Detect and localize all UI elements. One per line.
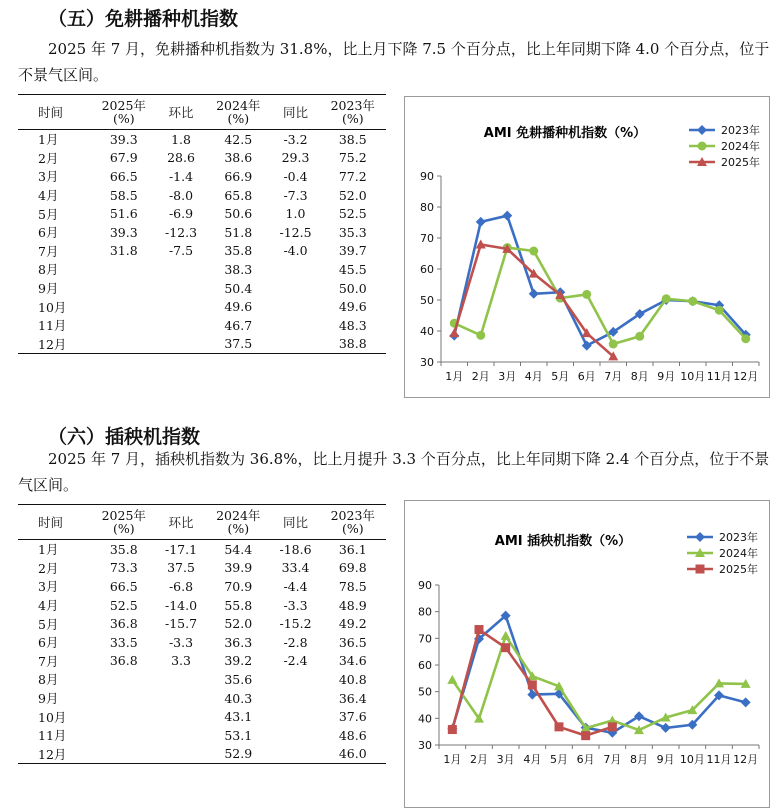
value-cell: 35.6 bbox=[224, 671, 253, 687]
value-cell: 48.9 bbox=[338, 597, 367, 613]
value-cell: 35.3 bbox=[338, 224, 367, 240]
table-row bbox=[18, 130, 386, 149]
value-cell: -15.7 bbox=[164, 616, 198, 632]
x-tick-label: 12月 bbox=[733, 753, 759, 766]
value-cell: 52.0 bbox=[224, 616, 253, 632]
y-tick-label: 30 bbox=[418, 739, 432, 752]
value-cell: -12.5 bbox=[279, 224, 312, 240]
value-cell: 66.9 bbox=[224, 168, 253, 184]
month-cell: 2月 bbox=[38, 560, 59, 576]
y-tick-label: 80 bbox=[420, 201, 434, 214]
value-cell bbox=[271, 335, 319, 354]
value-cell: 50.0 bbox=[338, 280, 367, 296]
value-cell bbox=[91, 726, 157, 745]
x-tick-label: 11月 bbox=[706, 370, 732, 383]
month-cell: 2月 bbox=[38, 150, 59, 166]
value-cell: 49.6 bbox=[224, 299, 253, 315]
value-cell bbox=[271, 745, 319, 764]
value-cell bbox=[271, 707, 319, 726]
data-point bbox=[688, 297, 697, 306]
data-point bbox=[501, 643, 510, 652]
y-tick-label: 90 bbox=[418, 579, 432, 592]
table-row bbox=[18, 596, 386, 615]
x-tick-label: 5月 bbox=[550, 753, 568, 766]
value-cell: 36.4 bbox=[338, 690, 367, 706]
data-point bbox=[555, 722, 564, 731]
month-cell: 1月 bbox=[38, 132, 59, 148]
value-cell: 48.3 bbox=[338, 317, 367, 333]
column-header: 时间 bbox=[18, 505, 91, 540]
value-cell: -7.3 bbox=[283, 187, 308, 203]
month-cell: 12月 bbox=[18, 745, 91, 764]
month-cell: 10月 bbox=[38, 709, 67, 725]
series-line bbox=[452, 616, 745, 733]
column-header: 时间 bbox=[18, 95, 91, 130]
value-cell: 3.3 bbox=[171, 653, 191, 669]
value-cell: 36.3 bbox=[224, 634, 253, 650]
data-point bbox=[501, 631, 511, 640]
data-point bbox=[447, 675, 457, 684]
value-cell: 70.9 bbox=[224, 578, 253, 594]
legend-marker bbox=[697, 125, 707, 135]
value-cell: -12.3 bbox=[164, 224, 198, 240]
value-cell: 73.3 bbox=[109, 560, 138, 576]
month-cell: 4月 bbox=[38, 188, 59, 204]
value-cell: 52.0 bbox=[338, 187, 367, 203]
value-cell: 67.9 bbox=[109, 150, 138, 166]
x-tick-label: 5月 bbox=[551, 370, 570, 383]
value-cell: -2.8 bbox=[283, 634, 308, 650]
value-cell: 75.2 bbox=[338, 150, 367, 166]
table-row bbox=[18, 633, 386, 652]
table-row bbox=[18, 652, 386, 671]
value-cell: 51.6 bbox=[109, 206, 138, 222]
month-cell: 11月 bbox=[38, 318, 67, 334]
line-chart bbox=[405, 501, 769, 807]
value-cell: 52.9 bbox=[205, 745, 271, 764]
value-cell bbox=[157, 726, 205, 745]
y-tick-label: 50 bbox=[420, 294, 434, 307]
value-cell bbox=[271, 689, 319, 708]
table-row bbox=[18, 726, 386, 745]
month-cell: 8月 bbox=[38, 262, 59, 278]
table-row bbox=[18, 223, 386, 242]
column-header: 2025年 (%) bbox=[91, 505, 157, 540]
data-point bbox=[661, 723, 671, 733]
value-cell bbox=[271, 297, 319, 316]
x-tick-label: 2月 bbox=[471, 370, 490, 383]
section-heading: （五）免耕播种机指数 bbox=[48, 8, 239, 30]
value-cell: -17.1 bbox=[164, 541, 198, 557]
table-row bbox=[18, 204, 386, 223]
x-tick-label: 6月 bbox=[577, 370, 596, 383]
value-cell: -0.4 bbox=[283, 168, 308, 184]
legend-label: 2025年 bbox=[719, 563, 758, 576]
value-cell: 37.6 bbox=[338, 709, 367, 725]
month-cell: 7月 bbox=[38, 243, 59, 259]
data-point bbox=[476, 331, 485, 340]
data-point bbox=[582, 341, 592, 351]
legend-label: 2023年 bbox=[719, 531, 758, 544]
x-tick-label: 4月 bbox=[524, 370, 543, 383]
chart-title: AMI 插秧机指数（%） bbox=[494, 534, 632, 549]
data-table bbox=[18, 504, 386, 764]
value-cell: 39.9 bbox=[224, 560, 253, 576]
data-point bbox=[529, 289, 539, 299]
table-row bbox=[18, 297, 386, 316]
x-tick-label: 10月 bbox=[680, 370, 706, 383]
x-tick-label: 3月 bbox=[496, 753, 515, 766]
x-tick-label: 9月 bbox=[657, 370, 676, 383]
value-cell: 35.8 bbox=[109, 541, 138, 557]
value-cell: 39.7 bbox=[338, 243, 367, 259]
table-row bbox=[18, 670, 386, 689]
data-point bbox=[635, 332, 644, 341]
value-cell: 40.3 bbox=[224, 690, 253, 706]
column-header: 环比 bbox=[157, 95, 205, 130]
legend-label: 2024年 bbox=[719, 547, 758, 560]
data-point bbox=[581, 731, 590, 740]
y-tick-label: 30 bbox=[420, 356, 434, 369]
value-cell bbox=[271, 316, 319, 335]
column-header: 环比 bbox=[157, 505, 205, 540]
table-row bbox=[18, 614, 386, 633]
x-tick-label: 6月 bbox=[576, 753, 595, 766]
value-cell: 50.4 bbox=[224, 280, 253, 296]
value-cell: 65.8 bbox=[224, 187, 253, 203]
value-cell: 1.8 bbox=[171, 131, 191, 147]
value-cell bbox=[91, 707, 157, 726]
data-point bbox=[475, 625, 484, 634]
value-cell: 48.6 bbox=[338, 727, 367, 743]
table-row bbox=[18, 149, 386, 168]
value-cell: 39.3 bbox=[109, 131, 138, 147]
y-tick-label: 70 bbox=[420, 232, 434, 245]
column-header: 2023年 (%) bbox=[320, 505, 386, 540]
y-tick-label: 60 bbox=[420, 263, 434, 276]
x-tick-label: 7月 bbox=[604, 370, 623, 383]
value-cell: -2.4 bbox=[283, 653, 308, 669]
value-cell: 36.1 bbox=[338, 541, 367, 557]
value-cell bbox=[91, 670, 157, 689]
value-cell: 1.0 bbox=[285, 206, 306, 222]
data-point bbox=[741, 334, 750, 343]
month-cell: 7月 bbox=[38, 653, 59, 669]
value-cell: 38.3 bbox=[224, 261, 253, 277]
x-tick-label: 12月 bbox=[733, 370, 759, 383]
legend-marker bbox=[696, 565, 705, 574]
value-cell bbox=[157, 279, 205, 298]
value-cell: 69.8 bbox=[338, 560, 367, 576]
value-cell: 38.6 bbox=[224, 150, 253, 166]
month-cell: 10月 bbox=[38, 299, 67, 315]
value-cell: -15.2 bbox=[279, 616, 312, 632]
x-tick-label: 3月 bbox=[498, 370, 517, 383]
x-tick-label: 2月 bbox=[470, 753, 488, 766]
x-tick-label: 4月 bbox=[523, 753, 542, 766]
y-tick-label: 60 bbox=[418, 659, 432, 672]
x-tick-label: 8月 bbox=[630, 370, 649, 383]
table-row bbox=[18, 242, 386, 261]
chart-container bbox=[404, 96, 770, 398]
table-row bbox=[18, 689, 386, 708]
table-row bbox=[18, 540, 386, 559]
y-tick-label: 50 bbox=[418, 685, 432, 699]
value-cell: 37.5 bbox=[167, 560, 195, 576]
table-row bbox=[18, 167, 386, 186]
table-header-row bbox=[18, 505, 386, 540]
table-row bbox=[18, 186, 386, 205]
value-cell: 52.5 bbox=[109, 597, 138, 613]
y-tick-label: 90 bbox=[420, 170, 434, 183]
value-cell: -3.3 bbox=[283, 597, 308, 613]
value-cell: 36.5 bbox=[338, 634, 367, 650]
value-cell: 31.8 bbox=[109, 243, 138, 259]
value-cell: 78.5 bbox=[338, 578, 367, 594]
x-tick-label: 1月 bbox=[443, 753, 462, 766]
value-cell: 45.5 bbox=[338, 261, 367, 277]
value-cell: -4.4 bbox=[283, 578, 308, 594]
table-row bbox=[18, 335, 386, 354]
value-cell: 53.1 bbox=[224, 727, 253, 743]
table-row bbox=[18, 260, 386, 279]
value-cell: 77.2 bbox=[338, 168, 367, 184]
value-cell: 54.4 bbox=[224, 541, 253, 557]
section-paragraph: 2025 年 7 月，插秧机指数为 36.8%，比上月提升 3.3 个百分点，比上年同期下降 2.4 个百分点，位于不景气区间。 bbox=[18, 450, 770, 494]
value-cell: -6.9 bbox=[168, 206, 194, 222]
value-cell: -18.6 bbox=[279, 541, 312, 557]
month-cell: 12月 bbox=[18, 335, 91, 354]
month-cell: 5月 bbox=[38, 616, 59, 632]
table-row bbox=[18, 279, 386, 298]
value-cell bbox=[157, 745, 205, 764]
data-table bbox=[18, 94, 386, 354]
table-row bbox=[18, 707, 386, 726]
month-cell: 8月 bbox=[38, 672, 59, 688]
data-point bbox=[528, 681, 537, 690]
value-cell bbox=[157, 689, 205, 708]
column-header: 2024年 (%) bbox=[205, 505, 271, 540]
column-header: 2025年 (%) bbox=[91, 95, 157, 130]
data-point bbox=[741, 697, 751, 707]
value-cell: 38.8 bbox=[320, 335, 386, 354]
value-cell: -7.5 bbox=[168, 243, 194, 259]
x-tick-label: 1月 bbox=[445, 370, 464, 383]
month-cell: 11月 bbox=[38, 728, 67, 744]
value-cell bbox=[91, 297, 157, 316]
month-cell: 3月 bbox=[38, 579, 59, 595]
month-cell: 1月 bbox=[38, 542, 59, 558]
value-cell bbox=[91, 745, 157, 764]
column-header: 同比 bbox=[271, 505, 319, 540]
value-cell: 55.8 bbox=[224, 597, 253, 613]
y-tick-label: 40 bbox=[420, 325, 434, 338]
section-heading: （六）插秧机指数 bbox=[48, 426, 201, 448]
value-cell bbox=[91, 689, 157, 708]
table-row bbox=[18, 316, 386, 335]
month-cell: 3月 bbox=[38, 169, 59, 185]
value-cell: 49.6 bbox=[338, 299, 367, 315]
data-point bbox=[608, 722, 617, 731]
column-header: 2023年 (%) bbox=[320, 95, 386, 130]
value-cell bbox=[157, 707, 205, 726]
value-cell bbox=[157, 297, 205, 316]
value-cell: 58.5 bbox=[109, 187, 138, 203]
value-cell bbox=[91, 335, 157, 354]
value-cell bbox=[157, 670, 205, 689]
value-cell: 66.5 bbox=[109, 578, 138, 594]
data-point bbox=[476, 217, 486, 227]
data-point bbox=[448, 725, 457, 734]
month-cell: 9月 bbox=[38, 691, 59, 707]
x-tick-label: 11月 bbox=[706, 753, 732, 766]
value-cell: -3.3 bbox=[168, 634, 194, 650]
value-cell: 33.4 bbox=[281, 560, 310, 576]
value-cell bbox=[271, 260, 319, 279]
value-cell: 28.6 bbox=[167, 150, 195, 166]
month-cell: 6月 bbox=[38, 225, 59, 241]
month-cell: 9月 bbox=[38, 281, 59, 297]
data-point bbox=[502, 211, 512, 221]
x-tick-label: 9月 bbox=[656, 753, 675, 766]
value-cell: 43.1 bbox=[224, 709, 253, 725]
data-point bbox=[449, 328, 459, 337]
legend-marker bbox=[695, 532, 705, 542]
line-chart bbox=[405, 97, 769, 397]
chart-title: AMI 免耕播种机指数（%） bbox=[483, 126, 647, 141]
column-header: 2024年 (%) bbox=[205, 95, 271, 130]
section-paragraph: 2025 年 7 月，免耕播种机指数为 31.8%，比上月下降 7.5 个百分点，比上年同期下降 4.0 个百分点，位于不景气区间。 bbox=[18, 40, 770, 84]
value-cell: 39.3 bbox=[109, 224, 138, 240]
legend-label: 2023年 bbox=[721, 124, 760, 137]
chart-container bbox=[404, 500, 770, 808]
legend-marker bbox=[698, 142, 707, 151]
data-point bbox=[609, 340, 618, 349]
value-cell: 50.6 bbox=[224, 206, 253, 222]
value-cell: 29.3 bbox=[281, 150, 310, 166]
month-cell: 5月 bbox=[38, 206, 59, 222]
data-point bbox=[662, 294, 671, 303]
value-cell bbox=[91, 316, 157, 335]
data-point bbox=[529, 247, 538, 256]
legend-label: 2025年 bbox=[721, 156, 760, 169]
value-cell: 39.2 bbox=[224, 653, 253, 669]
series-line bbox=[454, 248, 746, 344]
x-tick-label: 10月 bbox=[679, 753, 705, 766]
y-tick-label: 80 bbox=[418, 605, 432, 619]
table-row bbox=[18, 559, 386, 578]
data-point bbox=[582, 290, 591, 299]
value-cell: 51.8 bbox=[224, 224, 253, 240]
column-header: 同比 bbox=[271, 95, 319, 130]
y-tick-label: 70 bbox=[418, 632, 432, 646]
value-cell bbox=[157, 316, 205, 335]
table-row bbox=[18, 577, 386, 596]
y-tick-label: 40 bbox=[418, 712, 432, 726]
value-cell: 46.0 bbox=[320, 745, 386, 764]
value-cell: 34.6 bbox=[338, 653, 367, 669]
value-cell: 35.8 bbox=[224, 243, 253, 259]
value-cell: 49.2 bbox=[338, 616, 367, 632]
value-cell bbox=[271, 670, 319, 689]
value-cell: 37.5 bbox=[205, 335, 271, 354]
value-cell: 36.8 bbox=[109, 616, 138, 632]
value-cell: 33.5 bbox=[109, 634, 138, 650]
value-cell: 36.8 bbox=[109, 653, 138, 669]
data-point bbox=[715, 306, 724, 315]
value-cell bbox=[91, 260, 157, 279]
x-tick-label: 7月 bbox=[603, 753, 622, 766]
value-cell: 46.7 bbox=[224, 317, 253, 333]
value-cell: -3.2 bbox=[283, 131, 308, 147]
value-cell: 52.5 bbox=[338, 206, 367, 222]
value-cell: -4.0 bbox=[283, 243, 308, 259]
value-cell: -8.0 bbox=[168, 187, 194, 203]
month-cell: 4月 bbox=[38, 598, 59, 614]
value-cell: 40.8 bbox=[338, 671, 367, 687]
x-tick-label: 8月 bbox=[630, 753, 648, 766]
value-cell bbox=[157, 260, 205, 279]
value-cell bbox=[91, 279, 157, 298]
table-header-row bbox=[18, 95, 386, 130]
value-cell: 42.5 bbox=[224, 131, 253, 147]
table-row bbox=[18, 745, 386, 764]
value-cell: -14.0 bbox=[164, 597, 198, 613]
value-cell: -6.8 bbox=[168, 578, 194, 594]
value-cell bbox=[271, 726, 319, 745]
value-cell: 38.5 bbox=[338, 131, 367, 147]
value-cell: 66.5 bbox=[109, 168, 138, 184]
value-cell bbox=[157, 335, 205, 354]
month-cell: 6月 bbox=[38, 635, 59, 651]
value-cell: -1.4 bbox=[168, 168, 194, 184]
value-cell bbox=[271, 279, 319, 298]
legend-label: 2024年 bbox=[721, 140, 760, 153]
